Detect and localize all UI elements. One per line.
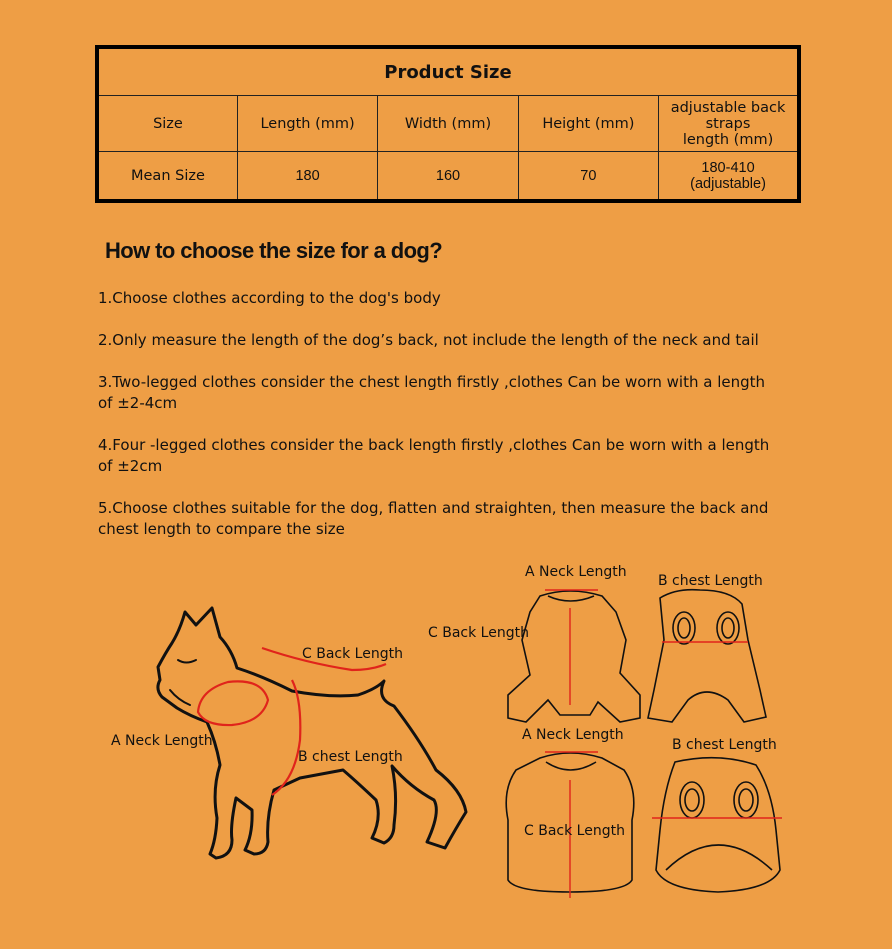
step-5: 5.Choose clothes suitable for the dog, flatten and straighten, then measure the back and chest length to compare the size bbox=[98, 499, 769, 538]
two-leg-clothes-icon bbox=[508, 590, 766, 722]
four-leg-back-label: C Back Length bbox=[524, 823, 625, 839]
header-straps: adjustable back straps length (mm) bbox=[659, 96, 799, 152]
dog-neck-length-label: A Neck Length bbox=[111, 733, 213, 749]
cell-width: 160 bbox=[378, 152, 518, 202]
four-leg-neck-label: A Neck Length bbox=[522, 727, 624, 743]
header-length: Length (mm) bbox=[237, 96, 377, 152]
dog-back-length-label: C Back Length bbox=[302, 646, 403, 662]
cell-straps: 180-410 (adjustable) bbox=[659, 152, 799, 202]
two-leg-neck-label: A Neck Length bbox=[525, 564, 627, 580]
step-2: 2.Only measure the length of the dog’s back, not include the length of the neck and tail bbox=[98, 331, 759, 349]
four-leg-chest-label: B chest Length bbox=[672, 737, 777, 753]
step-3: 3.Two-legged clothes consider the chest length firstly ,clothes Can be worn with a length of ±2-4cm bbox=[98, 373, 766, 412]
two-leg-chest-label: B chest Length bbox=[658, 573, 763, 589]
step-1: 1.Choose clothes according to the dog's body bbox=[98, 289, 441, 307]
two-leg-back-label: C Back Length bbox=[428, 625, 529, 641]
cell-size: Mean Size bbox=[97, 152, 237, 202]
dog-measure-lines bbox=[198, 648, 386, 795]
header-size: Size bbox=[97, 96, 237, 152]
dog-chest-length-label: B chest Length bbox=[298, 749, 403, 765]
cell-length: 180 bbox=[237, 152, 377, 202]
cell-height: 70 bbox=[518, 152, 658, 202]
step-4: 4.Four -legged clothes consider the back length firstly ,clothes Can be worn with a length of ±2cm bbox=[98, 436, 770, 475]
header-width: Width (mm) bbox=[378, 96, 518, 152]
table-title: Product Size bbox=[97, 47, 799, 96]
guide-heading: How to choose the size for a dog? bbox=[105, 238, 443, 263]
header-height: Height (mm) bbox=[518, 96, 658, 152]
